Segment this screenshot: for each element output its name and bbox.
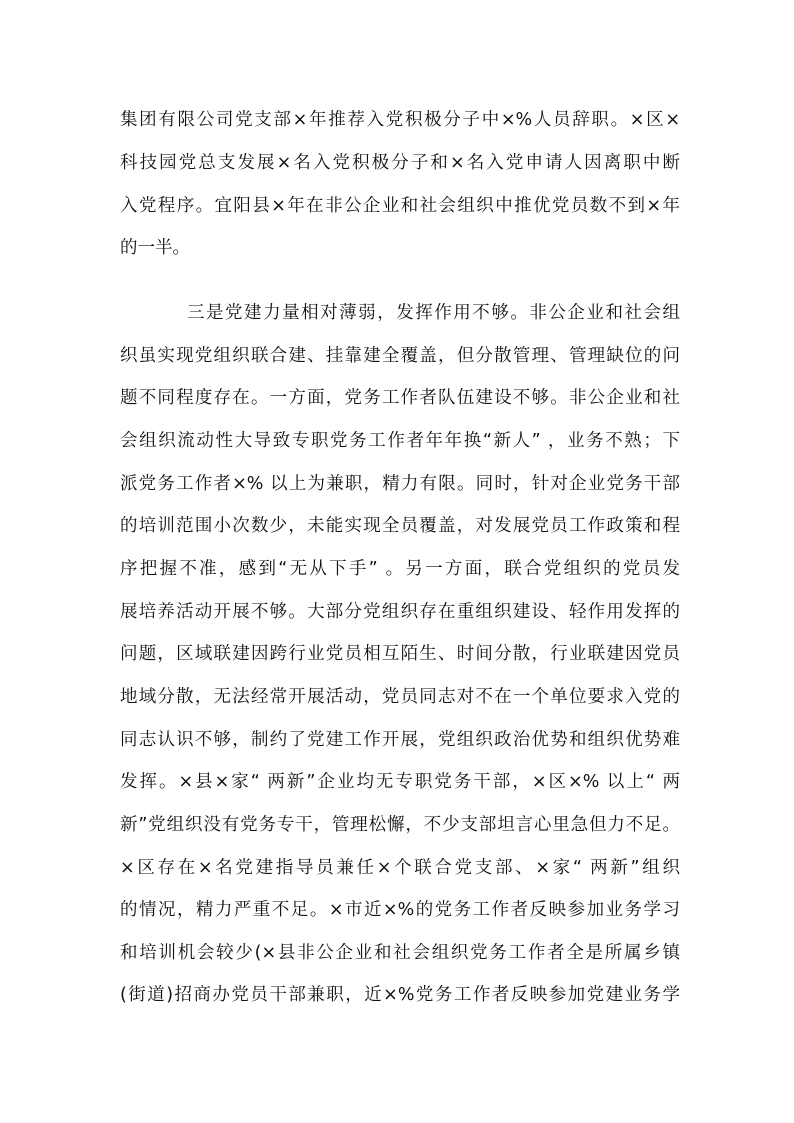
paragraph-2-line-6: 的培训范围小次数少，未能实现全员覆盖，对发展党员工作政策和程 xyxy=(120,516,680,536)
paragraph-2-line-16: 和培训机会较少(×县非公企业和社会组织党务工作者全是所属乡镇 xyxy=(120,943,680,963)
paragraph-2-line-1: 三是党建力量相对薄弱，发挥作用不够。非公企业和社会组 xyxy=(187,303,680,323)
paragraph-2-line-15: 的情况，精力严重不足。×市近×%的党务工作者反映参加业务学习 xyxy=(120,900,680,920)
paragraph-1-line-4: 的一半。 xyxy=(120,238,190,258)
paragraph-2-line-4: 会组织流动性大导致专职党务工作者年年换“新人” ，业务不熟；下 xyxy=(120,431,680,451)
paragraph-1-line-2: 科技园党总支发展×名入党积极分子和×名入党申请人因离职中断 xyxy=(120,153,680,173)
paragraph-2-line-3: 题不同程度存在。一方面，党务工作者队伍建设不够。非公企业和社 xyxy=(120,388,680,408)
paragraph-2-line-17: (街道)招商办党员干部兼职，近×%党务工作者反映参加党建业务学 xyxy=(120,985,680,1005)
paragraph-2-line-5: 派党务工作者×% 以上为兼职，精力有限。同时，针对企业党务干部 xyxy=(120,474,680,494)
paragraph-2-line-9: 问题，区域联建因跨行业党员相互陌生、时间分散，行业联建因党员 xyxy=(120,644,680,664)
paragraph-2-line-13: 新”党组织没有党务专干，管理松懈，不少支部坦言心里急但力不足。 xyxy=(120,815,680,835)
paragraph-2-line-12: 发挥。×县×家“ 两新”企业均无专职党务干部，×区×% 以上“ 两 xyxy=(120,772,680,792)
paragraph-2-line-8: 展培养活动开展不够。大部分党组织存在重组织建设、轻作用发挥的 xyxy=(120,602,680,622)
paragraph-2-line-10: 地域分散，无法经常开展活动，党员同志对不在一个单位要求入党的 xyxy=(120,687,680,707)
paragraph-2-line-2: 织虽实现党组织联合建、挂靠建全覆盖，但分散管理、管理缺位的问 xyxy=(120,346,680,366)
paragraph-1-line-1: 集团有限公司党支部×年推荐入党积极分子中×%人员辞职。×区× xyxy=(120,110,680,130)
paragraph-2-line-14: ×区存在×名党建指导员兼任×个联合党支部、×家“ 两新”组织 xyxy=(120,858,680,878)
paragraph-2-line-11: 同志认识不够，制约了党建工作开展，党组织政治优势和组织优势难 xyxy=(120,730,680,750)
paragraph-1-line-3: 入党程序。宜阳县×年在非公企业和社会组织中推优党员数不到×年 xyxy=(120,196,680,216)
paragraph-2-line-7: 序把握不准，感到“无从下手” 。另一方面，联合党组织的党员发 xyxy=(120,559,680,579)
